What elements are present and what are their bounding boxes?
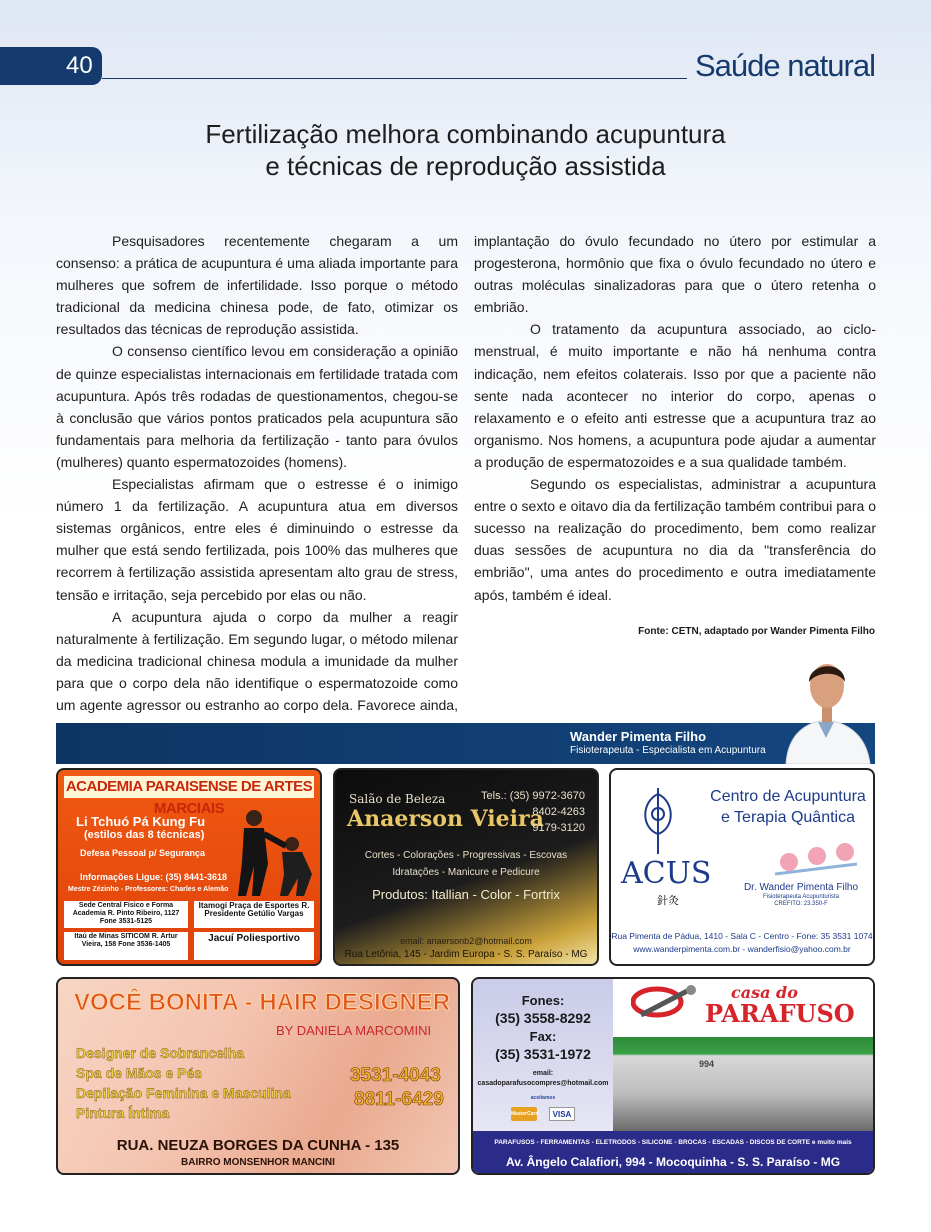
headline-line-2: e técnicas de reprodução assistida xyxy=(265,151,666,181)
paragraph: Segundo os especialistas, administrar a acupuntura entre o sexto e oitavo dia da fertilização também contribui para o sucesso na realização do procedimento, bem como realizar duas sessões de acupuntura no dia da "transferência do embrião", uma antes do procedimento e outra imediatamente após, também é ideal. xyxy=(474,476,876,603)
section-title: Saúde natural xyxy=(694,48,875,83)
beauty-address: RUA. NEUZA BORGES DA CUNHA - 135 xyxy=(116,1137,400,1154)
store-number: 994 xyxy=(699,1059,715,1069)
salon-phone: 9179-3120 xyxy=(532,822,585,834)
beauty-phone: 8811-6429 xyxy=(354,1089,444,1110)
location-box: Sede Central Físico e Forma Academia R. Pinto Ribeiro, 1127 Fone 3531-5125 xyxy=(64,901,188,928)
author-name: Wander Pimenta Filho xyxy=(570,729,707,744)
paragraph: O consenso científico levou em consideração a opinião de quinze especialistas internacionais em fertilidade tratada com acupuntura. Após três rodadas de questionamentos, chegou-se à conclusão que vários pontos praticados pela acupuntura são fundamentais para melhoria da fertilização - tanto para óvulos (mulheres) quanto espermatozoides (homens). xyxy=(56,343,458,470)
doctor-name: Dr. Wander Pimenta Filho xyxy=(743,882,859,893)
ad-masters: Mestre Zézinho - Professores: Charles e Alemão xyxy=(68,886,229,893)
ad-hardware-store xyxy=(471,977,875,1175)
ad-phone: Informações Ligue: (35) 8441-3618 xyxy=(80,872,228,882)
paragraph: Especialistas afirmam que o estresse é o inimigo número 1 da fertilização. A acupuntura atua em diversos sistemas orgânicos, entre eles é diminuindo o estresse da mulher que está sendo fertilizada, pois 100% das mulheres que recorrem à fertilização assistida apresentam alto grau de stress, tensão e irritação, seja percebido por elas ou não. xyxy=(56,476,458,603)
ad-beauty-salon xyxy=(333,768,599,966)
quantum-spheres-illustration xyxy=(771,840,861,880)
storefront-photo xyxy=(613,1037,875,1131)
visa-icon: VISA xyxy=(549,1107,575,1121)
header-rule xyxy=(102,78,687,79)
kung-fu-fighters-illustration xyxy=(226,804,316,900)
mastercard-icon: MasterCard xyxy=(511,1107,537,1121)
beauty-phone: 3531-4043 xyxy=(350,1065,441,1086)
email-label: email: xyxy=(532,1070,554,1077)
salon-services: Cortes - Colorações - Progressivas - Escovas xyxy=(364,850,568,861)
ad-martial-arts xyxy=(56,768,322,966)
ad-title: ACADEMIA PARAISENSE DE ARTES MARCIAIS xyxy=(65,778,313,817)
beauty-owner: BY DANIELA MARCOMINI xyxy=(276,1023,432,1038)
phone-number: (35) 3558-8292 xyxy=(495,1010,591,1026)
paragraph: A acupuntura ajuda o corpo da mulher a reagir naturalmente à fertilização. Em segundo lugar, o método milenar da medicina tradicional chinesa modula a imunidade da mulher para que o corpo dela não identifique o espermatozoide como um agente agressor ou estranho ao corpo dela. Favorece ainda, xyxy=(56,608,458,713)
article-column-left xyxy=(56,230,458,738)
ad-school-name: Li Tchuó Pá Kung Fu xyxy=(76,814,206,829)
brand-small: casa do xyxy=(731,983,798,1002)
paragraph: Pesquisadores recentemente chegaram a um consenso: a prática de acupuntura é uma aliada importante para mulheres que sofrem de infertilidade. Isso porque o método tradicional da medicina chinesa pode, de fato, otimizar os resultados das técnicas de reprodução assistida. xyxy=(56,233,458,338)
fax-number: (35) 3531-1972 xyxy=(495,1046,591,1062)
salon-label: Salão de Beleza xyxy=(349,792,446,806)
acus-logo-icon xyxy=(635,784,681,864)
center-website: www.wanderpimenta.com.br - wanderfisio@yahoo.com.br xyxy=(633,944,851,954)
phones-label: Fones: xyxy=(521,993,565,1008)
salon-services: Idratações - Manicure e Pedicure xyxy=(392,867,540,878)
cards-label: aceitamos xyxy=(530,1095,556,1101)
author-photo xyxy=(778,652,875,764)
beauty-service: Designer de Sobrancelha xyxy=(76,1045,245,1061)
salon-products: Produtos: Itallian - Color - Fortrix xyxy=(372,887,560,902)
acus-chinese: 針灸 xyxy=(657,895,679,907)
store-address: Av. Ângelo Calafiori, 994 - Mocoquinha - S. S. Paraíso - MG xyxy=(505,1155,841,1169)
page-number: 40 xyxy=(0,47,102,85)
author-role: Fisioterapeuta - Especialista em Acupuntura xyxy=(570,745,766,756)
doctor-role: Fisioterapeuta Acupunturista xyxy=(762,894,840,900)
article-column-right xyxy=(474,230,876,606)
beauty-service: Pintura Íntima xyxy=(76,1105,170,1121)
ad-defense: Defesa Pessoal p/ Segurança xyxy=(80,848,206,858)
ad-hair-designer xyxy=(56,977,460,1175)
beauty-service: Depilação Feminina e Masculina xyxy=(76,1085,291,1101)
doctor-crefito: CREFITO: 23.350-F xyxy=(774,901,828,907)
store-email: casadoparafusocompres@hotmail.com xyxy=(477,1080,609,1087)
article-headline xyxy=(0,118,931,182)
paragraph-continuation: implantação do óvulo fecundado no útero por estimular a progesterona, hormônio que fixa o óvulo fecundado no útero e outras moléculas sinalizadoras para que o útero retenha o embrião. xyxy=(474,233,876,316)
location-box: Itaú de Minas SITICOM R. Artur Vieira, 158 Fone 3536-1405 xyxy=(64,932,188,960)
location-box: Itamogi Praça de Esportes R. Presidente Getúlio Vargas xyxy=(194,901,314,928)
salon-address: Rua Letônia, 145 - Jardim Europa - S. S. Paraíso - MG xyxy=(344,949,588,960)
brand-name: PARAFUSO xyxy=(705,999,855,1028)
beauty-title: VOCÊ BONITA - HAIR DESIGNER xyxy=(74,989,451,1016)
beauty-service: Spa de Mãos e Pés xyxy=(76,1065,203,1081)
location-box: Jacuí Poliesportivo xyxy=(194,932,314,960)
author-bar xyxy=(56,723,875,764)
center-title: e Terapia Quântica xyxy=(720,809,855,826)
beauty-district: BAIRRO MONSENHOR MANCINI xyxy=(181,1157,335,1168)
salon-name: Anaerson Vieira xyxy=(347,806,544,832)
screw-logo-icon xyxy=(631,985,701,1019)
ad-styles: (estilos das 8 técnicas) xyxy=(84,829,205,841)
salon-email: email: anaersonb2@hotmail.com xyxy=(400,936,532,946)
salon-phone: Tels.: (35) 9972-3670 xyxy=(481,790,585,802)
fax-label: Fax: xyxy=(529,1029,557,1044)
center-title: Centro de Acupuntura xyxy=(710,788,866,805)
salon-phone: 8402-4263 xyxy=(532,806,585,818)
ad-acupuncture-center xyxy=(609,768,875,966)
article-source: Fonte: CETN, adaptado por Wander Pimenta Filho xyxy=(638,626,875,637)
headline-line-1: Fertilização melhora combinando acupuntura xyxy=(205,119,726,149)
acus-logo-text: ACUS xyxy=(621,856,712,891)
center-address: Rua Pimenta de Pádua, 1410 - Sala C - Centro - Fone: 35 3531 1074 xyxy=(611,931,873,941)
paragraph: O tratamento da acupuntura associado, ao ciclo-menstrual, é muito importante e não há nenhuma contra indicação, nem efeitos colaterais. Isso por que a paciente não sente nada acontecer no interior do corpo, apenas o relaxamento e o efeito anti estresse que a acupuntura traz ao organismo. Nos homens, a acupuntura pode ajudar a aumentar a produção de espermatozoides e a sua qualidade também. xyxy=(474,321,876,470)
store-products: PARAFUSOS - FERRAMENTAS - ELETRODOS - SILICONE - BROCAS - ESCADAS - DISCOS DE CORTE e muito mais xyxy=(494,1139,852,1146)
